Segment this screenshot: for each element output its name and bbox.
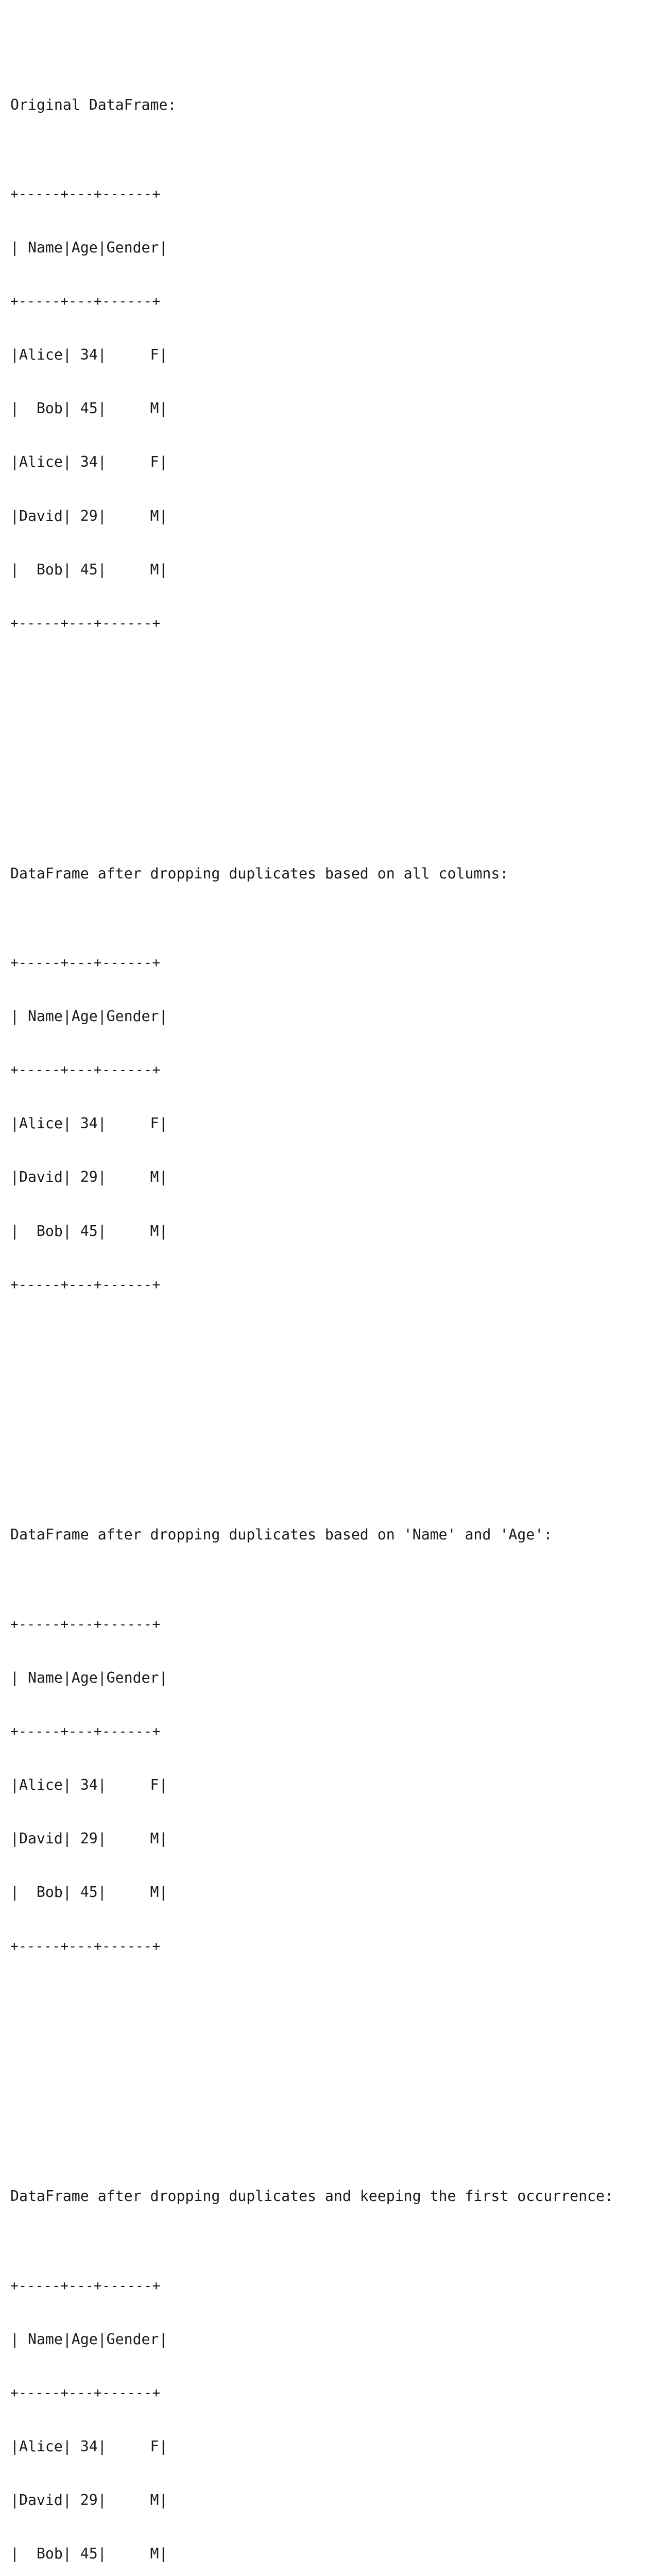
table-border: +-----+---+------+ xyxy=(10,955,161,971)
table-border: +-----+---+------+ xyxy=(10,187,161,202)
blank-line xyxy=(10,2062,613,2080)
table-row: | Bob| 45| M| xyxy=(10,1222,168,1240)
output-section xyxy=(10,2152,613,2576)
console-output xyxy=(10,7,613,2576)
table-row: | Bob| 45| M| xyxy=(10,1884,168,1901)
table-row: |Alice| 34| F| xyxy=(10,453,168,471)
table-header: | Name|Age|Gender| xyxy=(10,1669,168,1687)
table-border: +-----+---+------+ xyxy=(10,2385,161,2401)
table-header: | Name|Age|Gender| xyxy=(10,239,168,257)
section-heading: DataFrame after dropping duplicates based on all columns: xyxy=(10,865,509,882)
table-border: +-----+---+------+ xyxy=(10,2278,161,2294)
table-row: |Alice| 34| F| xyxy=(10,346,168,364)
ascii-table xyxy=(10,2241,613,2576)
table-row: |David| 29| M| xyxy=(10,1168,168,1186)
output-section xyxy=(10,60,613,704)
output-section xyxy=(10,829,613,1365)
table-row: | Bob| 45| M| xyxy=(10,2545,168,2563)
table-row: |Alice| 34| F| xyxy=(10,2438,168,2455)
table-border: +-----+---+------+ xyxy=(10,1277,161,1293)
table-row: |David| 29| M| xyxy=(10,2492,168,2509)
ascii-table xyxy=(10,919,613,1330)
table-border: +-----+---+------+ xyxy=(10,1724,161,1740)
section-heading: Original DataFrame: xyxy=(10,96,177,113)
section-heading: DataFrame after dropping duplicates and keeping the first occurrence: xyxy=(10,2188,613,2205)
ascii-table xyxy=(10,150,613,668)
table-header: | Name|Age|Gender| xyxy=(10,2330,168,2348)
section-heading: DataFrame after dropping duplicates based on 'Name' and 'Age': xyxy=(10,1526,553,1544)
table-border: +-----+---+------+ xyxy=(10,615,161,631)
output-section xyxy=(10,1490,613,2027)
table-border: +-----+---+------+ xyxy=(10,1062,161,1078)
table-row: |Alice| 34| F| xyxy=(10,1776,168,1794)
table-header: | Name|Age|Gender| xyxy=(10,1008,168,1025)
table-row: |David| 29| M| xyxy=(10,507,168,524)
table-border: +-----+---+------+ xyxy=(10,1938,161,1954)
table-row: |David| 29| M| xyxy=(10,1830,168,1848)
table-border: +-----+---+------+ xyxy=(10,1616,161,1632)
table-border: +-----+---+------+ xyxy=(10,294,161,310)
blank-line xyxy=(10,740,613,758)
table-row: | Bob| 45| M| xyxy=(10,561,168,578)
ascii-table xyxy=(10,1580,613,1991)
table-row: |Alice| 34| F| xyxy=(10,1115,168,1132)
table-row: | Bob| 45| M| xyxy=(10,400,168,417)
blank-line xyxy=(10,1401,613,1419)
